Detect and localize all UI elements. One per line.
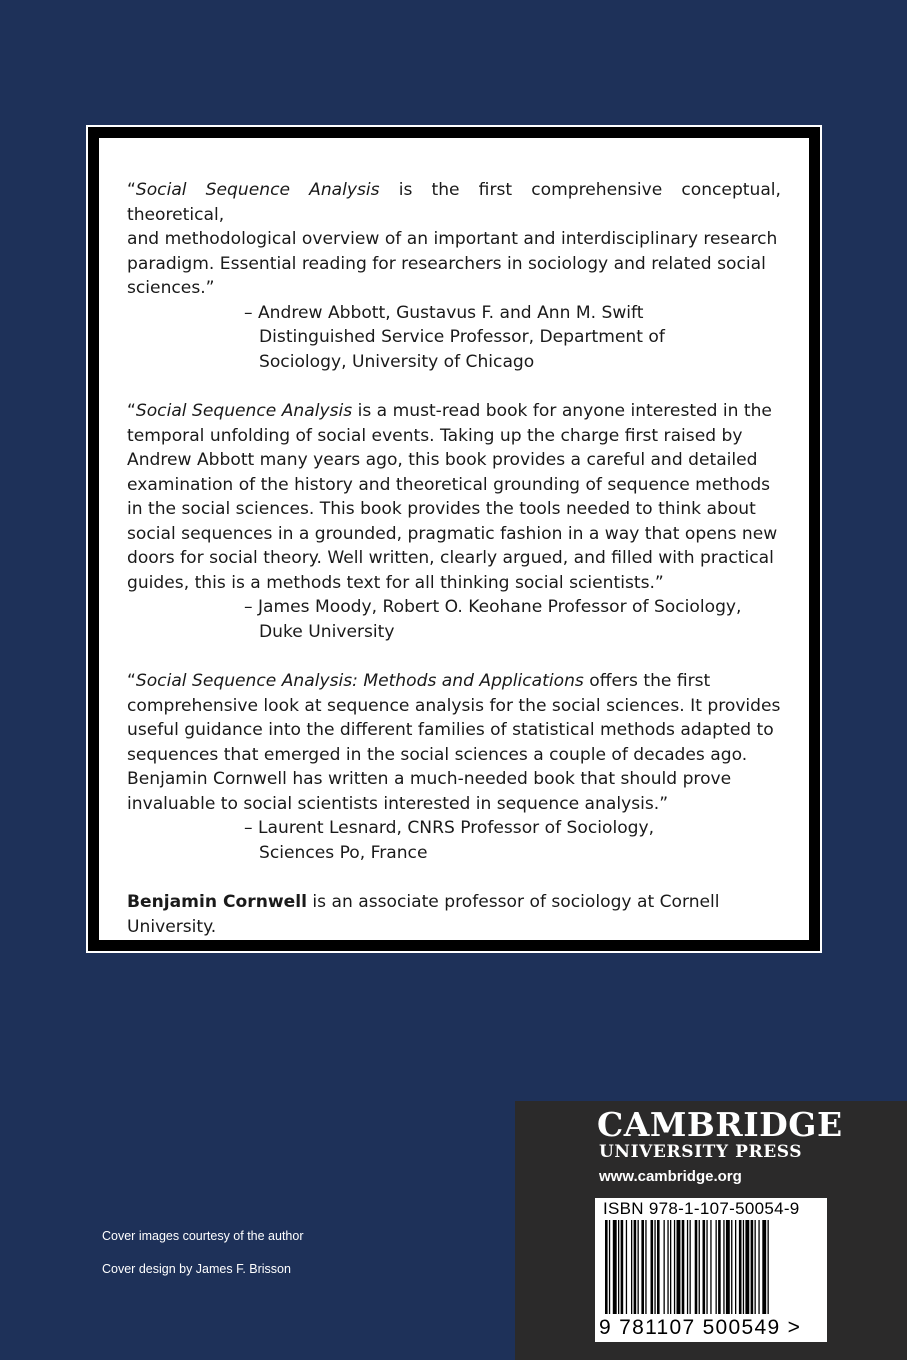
barcode-bar (651, 1220, 654, 1314)
quote-line: Andrew Abbott many years ago, this book provides a careful and detailed (127, 450, 758, 470)
barcode-bar (641, 1220, 644, 1314)
quote-line: in the social sciences. This book provides the tools needed to think about (127, 499, 756, 519)
isbn-label: ISBN 978-1-107-50054-9 (603, 1199, 800, 1218)
quote-line: “Social Sequence Analysis: Methods and Applications offers the first (127, 671, 711, 691)
barcode-bar (695, 1220, 698, 1314)
publisher-url: www.cambridge.org (599, 1168, 742, 1185)
barcode-bar (657, 1220, 660, 1314)
publisher-logo-subtitle: UNIVERSITY PRESS (599, 1142, 803, 1162)
quote-line: sciences.” (127, 278, 215, 298)
quote-line: sequences that emerged in the social sciences a couple of decades ago. (127, 744, 748, 765)
author-bio (127, 890, 781, 939)
barcode-bar (621, 1220, 624, 1314)
barcode-bar (631, 1220, 632, 1314)
quote-line: social sequences in a grounded, pragmatic fashion in a way that opens new (127, 523, 778, 544)
barcode-bar (609, 1220, 610, 1314)
barcode-number: 9 781107 500549 > (599, 1316, 802, 1339)
barcode-bar (703, 1220, 706, 1314)
barcode-bar (762, 1220, 766, 1314)
quote-line: temporal unfolding of social events. Taking up the charge first raised by (127, 425, 743, 446)
bio-line: Benjamin Cornwell is an associate professor of sociology at Cornell (127, 892, 720, 912)
quote-panel (99, 138, 809, 940)
barcode-bar (743, 1220, 744, 1314)
barcode-bar (739, 1220, 742, 1314)
barcode-bar (634, 1220, 637, 1314)
review-quote-1 (127, 178, 781, 374)
quote-line: comprehensive look at sequence analysis for the social sciences. It provides (127, 695, 781, 716)
barcode-bar (716, 1220, 717, 1314)
quote-panel-outer-border (86, 125, 822, 953)
barcode-block (595, 1198, 827, 1342)
barcode-bar (638, 1220, 639, 1314)
review-quote-3 (127, 669, 781, 865)
bio-line: University. (127, 916, 217, 937)
quote-line: Benjamin Cornwell has written a much-needed book that should prove (127, 769, 732, 789)
barcode-bar (687, 1220, 688, 1314)
barcode-bar (654, 1220, 655, 1314)
barcode-bar (758, 1220, 759, 1314)
barcode-bar (645, 1220, 646, 1314)
quote-attribution: – James Moody, Robert O. Keohane Professor of Sociology, Duke University (244, 597, 742, 642)
barcode-bar (710, 1220, 711, 1314)
publisher-logo-name: CAMBRIDGE (597, 1105, 843, 1144)
barcode-bar (755, 1220, 756, 1314)
barcode-bar (605, 1220, 608, 1314)
cover-design-credit: Cover design by James F. Brisson (102, 1262, 291, 1276)
quote-line: “Social Sequence Analysis is the first comprehensive conceptual, theoretical, (127, 180, 781, 225)
quote-attribution: – Laurent Lesnard, CNRS Professor of Sociology, Sciences Po, France (244, 818, 655, 863)
review-quote-2 (127, 399, 781, 644)
barcode-bar (690, 1220, 691, 1314)
barcode-bar (618, 1220, 619, 1314)
quote-line: and methodological overview of an important and interdisciplinary research (127, 229, 778, 249)
barcode-bar (626, 1220, 627, 1314)
barcode-bar (613, 1220, 617, 1314)
barcode-bar (745, 1220, 749, 1314)
quote-line: “Social Sequence Analysis is a must-read book for anyone interested in the (127, 401, 772, 421)
quote-line: doors for social theory. Well written, clearly argued, and filled with practical (127, 548, 774, 568)
barcode-bar (682, 1220, 685, 1314)
barcode-bar (718, 1220, 721, 1314)
barcode-bar (706, 1220, 707, 1314)
author-name: Benjamin Cornwell (127, 892, 307, 912)
quote-line: guides, this is a methods text for all thinking social scientists.” (127, 572, 664, 593)
quote-line: examination of the history and theoretical grounding of sequence methods (127, 474, 771, 495)
barcode-bar (726, 1220, 730, 1314)
quote-panel-frame (88, 127, 820, 951)
barcode-bar (768, 1220, 769, 1314)
barcode-bar (667, 1220, 668, 1314)
barcode-bar (735, 1220, 736, 1314)
quote-line: useful guidance into the different families of statistical methods adapted to (127, 720, 774, 740)
barcode-bar (699, 1220, 700, 1314)
quote-line: paradigm. Essential reading for researchers in sociology and related social (127, 253, 766, 274)
barcode-bar (723, 1220, 724, 1314)
barcode-icon (603, 1220, 819, 1316)
barcode-bar (674, 1220, 675, 1314)
quote-line: invaluable to social scientists interested in sequence analysis.” (127, 793, 669, 814)
barcode-bar (751, 1220, 754, 1314)
barcode-bar (664, 1220, 665, 1314)
publisher-box (515, 1101, 907, 1360)
cover-images-credit: Cover images courtesy of the author (102, 1229, 304, 1243)
barcode-bar (731, 1220, 732, 1314)
quote-attribution: – Andrew Abbott, Gustavus F. and Ann M. Swift Distinguished Service Professor, Department of Sociology, University of Chicago (244, 302, 665, 372)
barcode-bar (670, 1220, 671, 1314)
barcode-bar (677, 1220, 681, 1314)
